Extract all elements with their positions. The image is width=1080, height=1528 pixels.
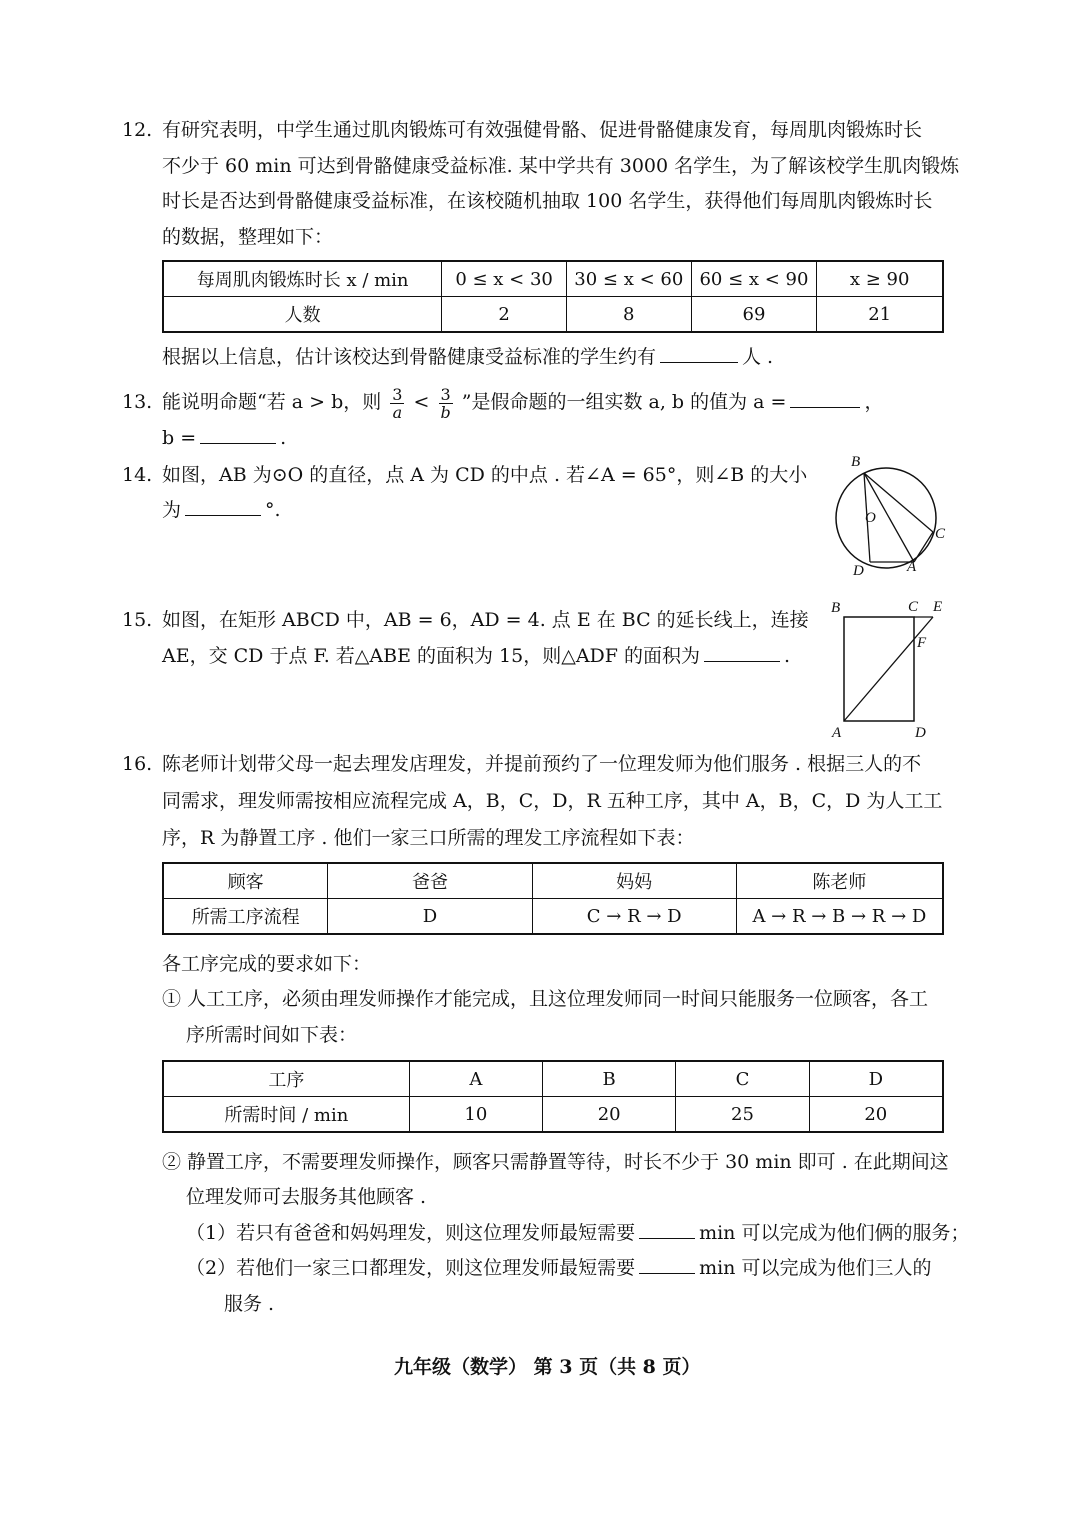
q16-sub2-text: （2）若他们一家三口都理发，则这位理发师最短需要	[186, 1257, 636, 1279]
label-b: B	[831, 600, 841, 616]
table-header-cell: A	[409, 1061, 542, 1097]
table-header-cell: B	[543, 1061, 676, 1097]
q13-text-a: 能说明命题“若 a > b，则	[162, 391, 382, 413]
label-d: D	[853, 563, 864, 577]
label-c: C	[935, 526, 946, 542]
q12-number: 12.	[122, 119, 153, 141]
q16-sub2-tail: min 可以完成为他们三人的	[699, 1257, 932, 1279]
circle-figure	[825, 452, 950, 577]
q16-text-line2: 同需求，理发师需按相应流程完成 A，B，C，D，R 五种工序，其中 A，B，C，D 为人工工	[162, 790, 943, 812]
q12-text-line2: 不少于 60 min 可达到骨骼健康受益标准. 某中学共有 3000 名学生，为了解该校学生肌肉锻炼	[162, 155, 960, 177]
table-cell: 21	[817, 297, 943, 333]
table-cell: D	[328, 899, 532, 935]
table-row	[163, 261, 943, 297]
q12-question	[162, 345, 773, 369]
q16-sub1-text: （1）若只有爸爸和妈妈理发，则这位理发师最短需要	[186, 1222, 636, 1244]
fraction-denominator: b	[440, 402, 451, 422]
chord-ac	[914, 532, 933, 562]
table-row	[163, 1061, 943, 1097]
label-a: A	[907, 559, 917, 575]
answer-blank-b[interactable]	[200, 442, 276, 444]
fraction-3-over-b	[439, 386, 453, 421]
q12-text-line3: 时长是否达到骨骼健康受益标准，在该校随机抽取 100 名学生，获得他们每周肌肉锻炼时长	[162, 190, 933, 212]
q16-sub2-line2: 服务 .	[224, 1293, 275, 1315]
table-header-cell: C	[676, 1061, 809, 1097]
q14-text-line2	[162, 498, 281, 522]
label-d: D	[915, 725, 926, 741]
fraction-denominator: a	[392, 402, 403, 422]
label-b: B	[851, 454, 861, 470]
q13-b-equals: b =	[162, 427, 197, 449]
table-cell: 10	[409, 1097, 542, 1133]
q14-number: 14.	[122, 464, 153, 486]
q16-flow-table	[162, 862, 944, 935]
q16-time-table	[162, 1060, 944, 1133]
answer-blank[interactable]	[185, 514, 261, 516]
less-than-sign: <	[413, 391, 430, 413]
fraction-numerator: 3	[440, 384, 451, 404]
q13-period: .	[280, 427, 287, 449]
table-header-cell: x ≥ 90	[817, 261, 943, 297]
q15-number: 15.	[122, 609, 153, 631]
q15-text: AE，交 CD 于点 F. 若△ABE 的面积为 15，则△ADF 的面积为	[162, 645, 700, 667]
table-row	[163, 863, 943, 899]
label-e: E	[933, 599, 943, 615]
label-c: C	[908, 599, 919, 615]
table-row	[163, 297, 943, 333]
table-cell: A → R → B → R → D	[736, 899, 943, 935]
q12-text-line1: 有研究表明，中学生通过肌肉锻炼可有效强健骨骼、促进骨骼健康发育，每周肌肉锻炼时长	[162, 119, 923, 141]
table-header-cell: 妈妈	[532, 863, 736, 899]
table-cell: 2	[442, 297, 567, 333]
table-header-cell: 60 ≤ x < 90	[691, 261, 817, 297]
table-cell: 20	[543, 1097, 676, 1133]
q13-comma: ，	[864, 391, 884, 413]
q12-text-line4: 的数据，整理如下：	[162, 226, 334, 248]
q15-text-line2	[162, 644, 790, 668]
table-row	[163, 1097, 943, 1133]
line-ae	[844, 617, 933, 721]
q16-text-line1: 陈老师计划带父母一起去理发店理发，并提前预约了一位理发师为他们服务 . 根据三人的不	[162, 753, 922, 775]
q12-question-text: 根据以上信息，估计该校达到骨骼健康受益标准的学生约有	[162, 346, 657, 368]
q16-sub1	[186, 1221, 969, 1245]
answer-blank[interactable]	[660, 361, 738, 363]
q15-period: .	[784, 645, 791, 667]
rectangle-figure	[825, 596, 950, 741]
table-header-cell: 爸爸	[328, 863, 532, 899]
table-row	[163, 899, 943, 935]
table-cell: C → R → D	[532, 899, 736, 935]
label-a: A	[832, 725, 842, 741]
q14-degree: °.	[265, 499, 281, 521]
q12-question-unit: 人 .	[742, 346, 774, 368]
table-cell: 所需工序流程	[163, 899, 328, 935]
table-header-cell: 顾客	[163, 863, 328, 899]
q16-sub2	[186, 1256, 931, 1280]
q16-text-line3: 序，R 为静置工序 . 他们一家三口所需的理发工序流程如下表：	[162, 827, 695, 849]
answer-blank-2[interactable]	[639, 1272, 695, 1274]
fraction-3-over-a	[390, 386, 404, 421]
q14-text-pre: 为	[162, 499, 182, 521]
table-header-cell: 陈老师	[736, 863, 943, 899]
answer-blank-a[interactable]	[790, 406, 860, 408]
q15-text-line1: 如图，在矩形 ABCD 中，AB = 6，AD = 4. 点 E 在 BC 的延长线上，连接	[162, 609, 809, 631]
table-header-cell: 每周肌肉锻炼时长 x / min	[163, 261, 442, 297]
table-header-cell: 0 ≤ x < 30	[442, 261, 567, 297]
table-header-cell: D	[809, 1061, 943, 1097]
q16-req2-line1: ② 静置工序，不需要理发师操作，顾客只需静置等待，时长不少于 30 min 即可 . 在此期间这	[162, 1151, 949, 1173]
q16-sub1-tail: min 可以完成为他们俩的服务；	[699, 1222, 970, 1244]
table-cell: 8	[566, 297, 691, 333]
table-cell: 所需时间 / min	[163, 1097, 409, 1133]
table-header-cell: 工序	[163, 1061, 409, 1097]
q13-text-line1	[162, 380, 883, 424]
q16-req-intro: 各工序完成的要求如下：	[162, 953, 372, 975]
page-footer: 九年级（数学） 第 3 页（共 8 页）	[394, 1356, 701, 1378]
q16-req1-line2: 序所需时间如下表：	[186, 1024, 358, 1046]
circle-o	[836, 468, 936, 568]
q16-number: 16.	[122, 753, 153, 775]
table-header-cell: 30 ≤ x < 60	[566, 261, 691, 297]
label-f: F	[917, 635, 927, 651]
q16-req2-line2: 位理发师可去服务其他顾客 .	[186, 1186, 427, 1208]
table-cell: 69	[691, 297, 817, 333]
answer-blank[interactable]	[704, 660, 780, 662]
q13-text-b: ”是假命题的一组实数 a, b 的值为 a =	[461, 391, 787, 413]
q16-req1-line1: ① 人工工序，必须由理发师操作才能完成，且这位理发师同一时间只能服务一位顾客，各工	[162, 988, 929, 1010]
table-cell: 25	[676, 1097, 809, 1133]
q13-number: 13.	[122, 391, 153, 413]
label-o: O	[865, 510, 876, 526]
q13-text-line2	[162, 426, 286, 450]
table-cell: 20	[809, 1097, 943, 1133]
rectangle-abcd	[844, 617, 914, 721]
fraction-numerator: 3	[392, 384, 403, 404]
answer-blank-1[interactable]	[639, 1237, 695, 1239]
q14-text-line1: 如图，AB 为⊙O 的直径，点 A 为 CD 的中点 . 若∠A = 65°，则∠B 的大小	[162, 464, 808, 486]
table-cell: 人数	[163, 297, 442, 333]
q12-data-table	[162, 260, 944, 333]
